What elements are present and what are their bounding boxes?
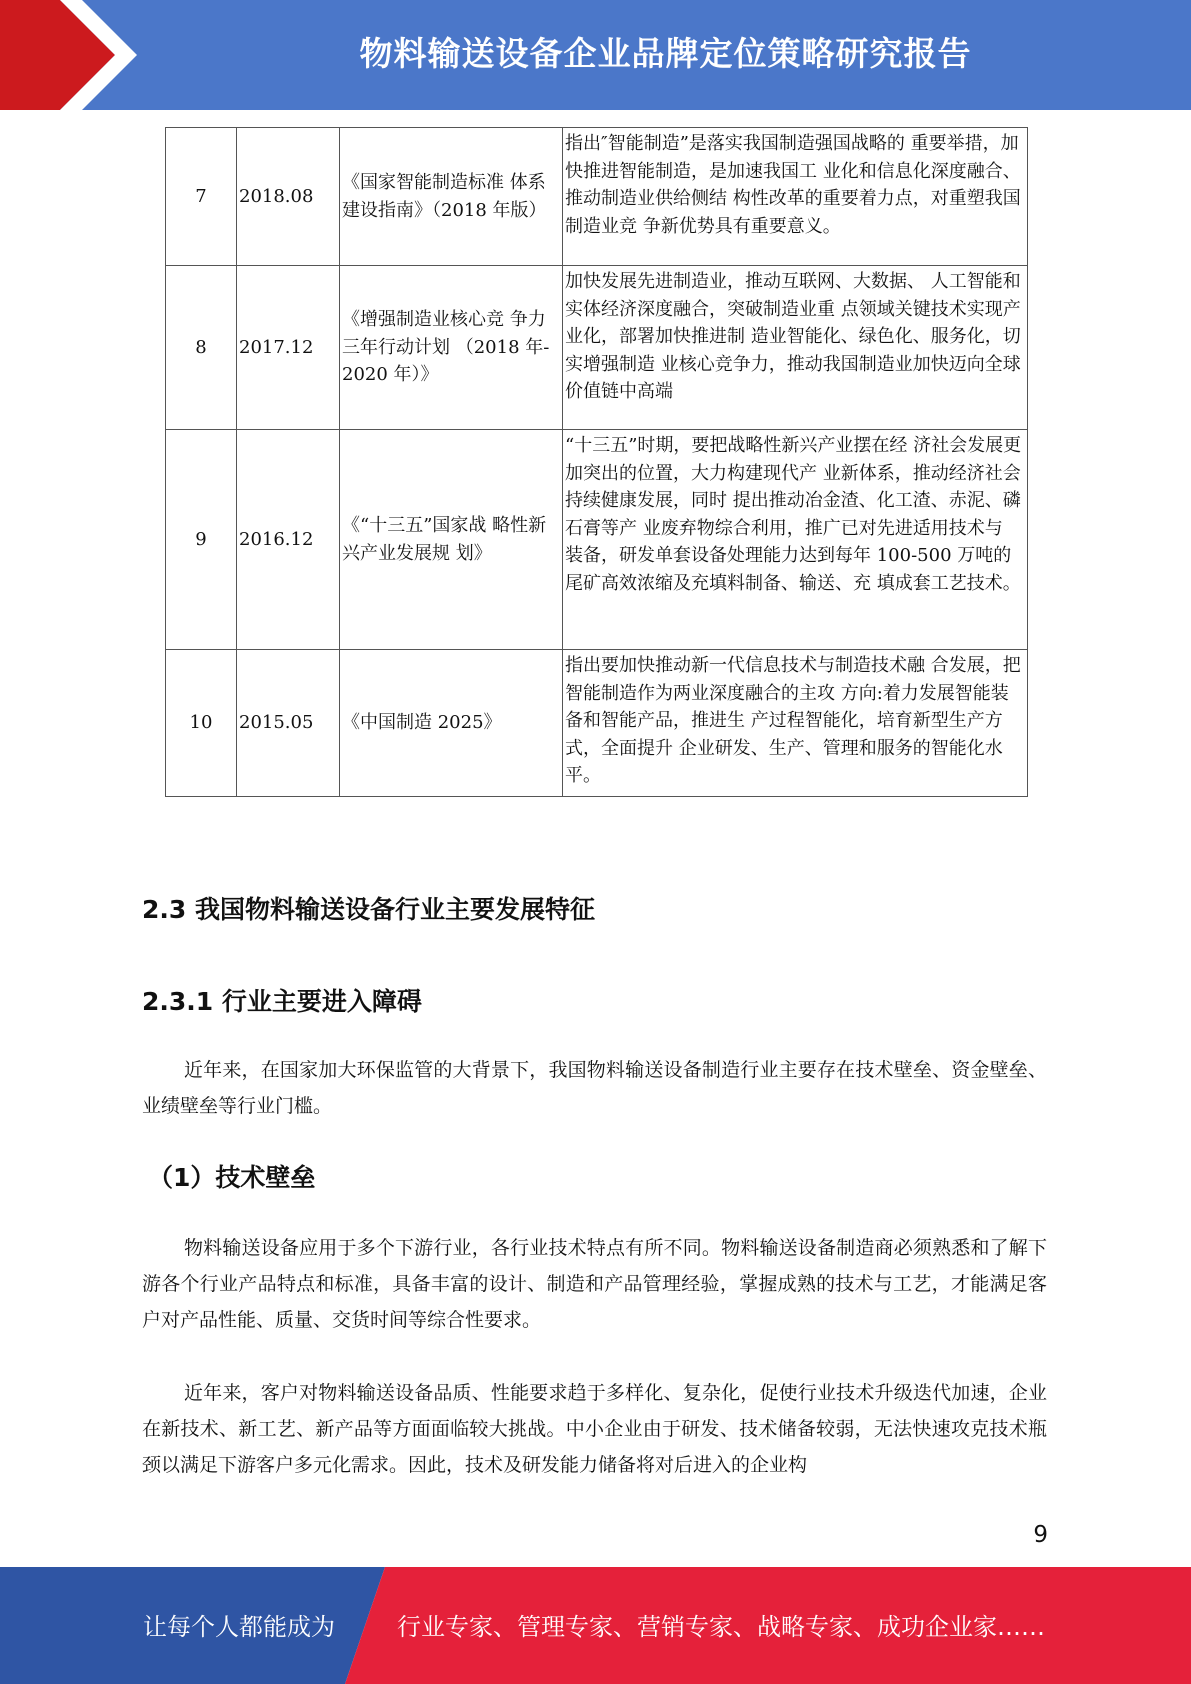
body-paragraph: 物料输送设备应用于多个下游行业，各行业技术特点有所不同。物料输送设备制造商必须熟悉和了解下游各个行业产品特点和标准，具备丰富的设计、制造和产品管理经验，掌握成熟的技术与工艺，才能满足客户对产品性能、质量、交货时间等综合性要求。: [142, 1237, 1047, 1331]
table-row: [166, 128, 1028, 266]
row-date: 2018.08: [237, 128, 340, 266]
row-date: 2017.12: [237, 266, 340, 430]
body-paragraph: 近年来，客户对物料输送设备品质、性能要求趋于多样化、复杂化，促使行业技术升级迭代加速，企业在新技术、新工艺、新产品等方面面临较大挑战。中小企业由于研发、技术储备较弱，无法快速攻克技术瓶颈以满足下游客户多元化需求。因此，技术及研发能力储备将对后进入的企业构: [142, 1382, 1047, 1476]
row-description: 加快发展先进制造业，推动互联网、大数据、 人工智能和实体经济深度融合，突破制造业重 点领域关键技术实现产业化，部署加快推进制 造业智能化、绿色化、服务化，切实增强制造 业核心竞争力，推动我国制造业加快迈向全球 价值链中高端: [563, 266, 1028, 430]
row-policy-name: 《国家智能制造标准 体系建设指南》（2018 年版）: [340, 128, 563, 266]
footer-slogan-left: 让每个人都能成为: [143, 1613, 335, 1641]
section-heading: 2.3 我国物料输送设备行业主要发展特征: [142, 895, 595, 924]
page-footer: [0, 1567, 1191, 1684]
report-title: 物料输送设备企业品牌定位策略研究报告: [359, 34, 972, 73]
table-row: [166, 266, 1028, 430]
row-description: 指出″智能制造”是落实我国制造强国战略的 重要举措，加快推进智能制造，是加速我国工 业化和信息化深度融合、推动制造业供给侧结 构性改革的重要着力点，对重塑我国制造业竞 争新优势具有重要意义。: [563, 128, 1028, 266]
subsection-heading: 2.3.1 行业主要进入障碍: [142, 987, 422, 1016]
table-row: [166, 430, 1028, 650]
row-policy-name: 《增强制造业核心竞 争力三年行动计划 （2018 年-2020 年）》: [340, 266, 563, 430]
row-policy-name: 《“十三五”国家战 略性新兴产业发展规 划》: [340, 430, 563, 650]
row-policy-name: 《中国制造 2025》: [340, 650, 563, 797]
intro-paragraph: 近年来，在国家加大环保监管的大背景下，我国物料输送设备制造行业主要存在技术壁垒、资金壁垒、业绩壁垒等行业门槛。: [142, 1059, 1047, 1117]
row-date: 2015.05: [237, 650, 340, 797]
page-header: [0, 0, 1191, 110]
row-number: 10: [166, 650, 237, 797]
row-number: 7: [166, 128, 237, 266]
row-description: “十三五”时期，要把战略性新兴产业摆在经 济社会发展更加突出的位置，大力构建现代产 业新体系，推动经济社会持续健康发展，同时 提出推动冶金渣、化工渣、赤泥、磷石膏等产 业废弃物综合利用，推广已对先进适用技术与 装备，研发单套设备处理能力达到每年 100-500 万吨的尾矿高效浓缩及充填料制备、输送、充 填成套工艺技术。: [563, 430, 1028, 650]
header-arrow-decoration: [0, 0, 160, 110]
subsubsection-heading: （1）技术壁垒: [148, 1163, 316, 1192]
row-number: 8: [166, 266, 237, 430]
row-description: 指出要加快推动新一代信息技术与制造技术融 合发展，把智能制造作为两业深度融合的主攻 方向:着力发展智能装备和智能产品，推进生 产过程智能化，培育新型生产方式，全面提升 企业研发、生产、管理和服务的智能化水平。: [563, 650, 1028, 797]
page-number: 9: [1033, 1522, 1048, 1548]
row-date: 2016.12: [237, 430, 340, 650]
policy-table: [165, 127, 1028, 797]
footer-slogan-right: 行业专家、管理专家、营销专家、战略专家、成功企业家……: [397, 1613, 1045, 1641]
row-number: 9: [166, 430, 237, 650]
table-row: [166, 650, 1028, 797]
